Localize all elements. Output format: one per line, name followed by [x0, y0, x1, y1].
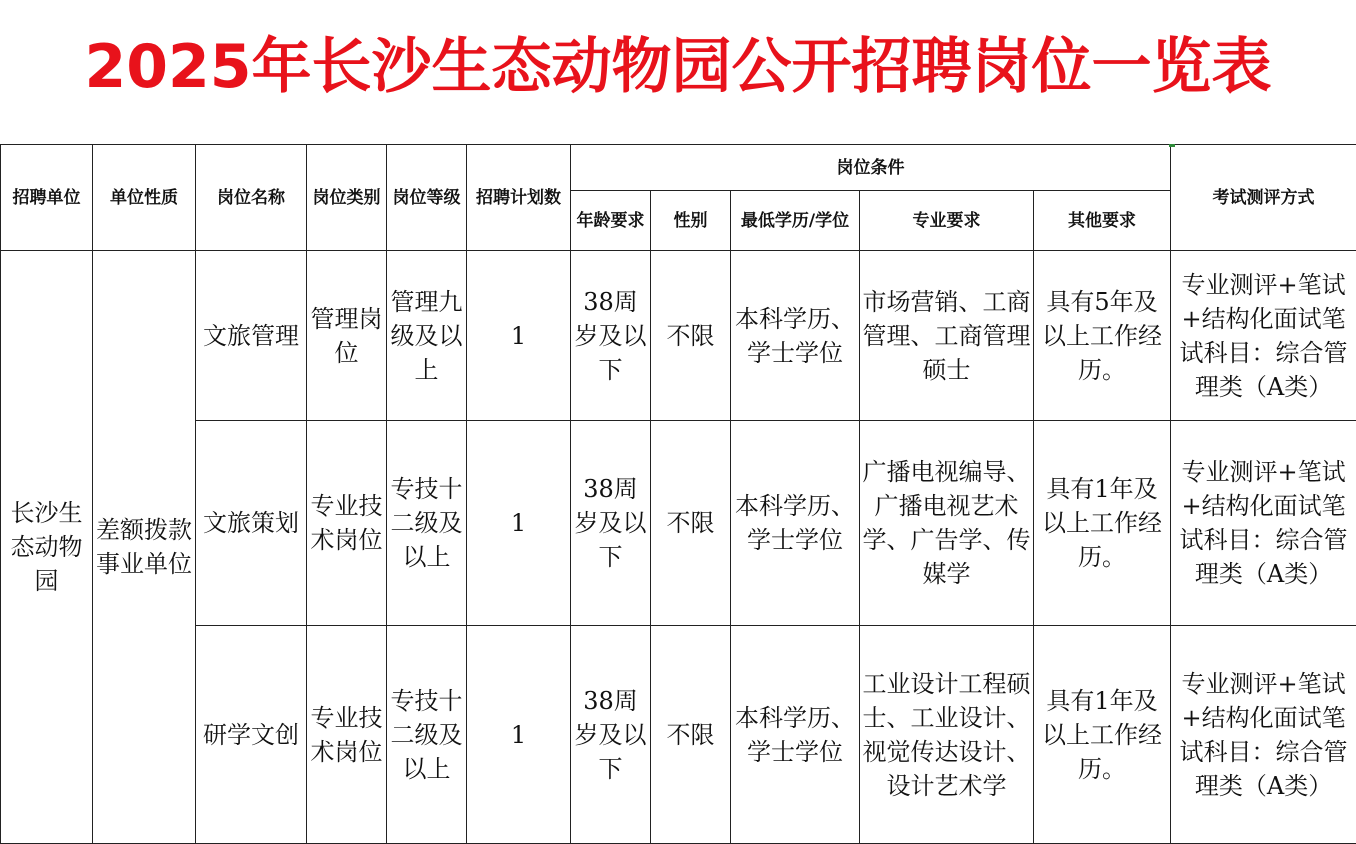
header-post-level: 岗位等级 [387, 145, 467, 251]
cell-post-type: 专业技术岗位 [307, 421, 387, 626]
header-nature: 单位性质 [93, 145, 196, 251]
cell-major: 市场营销、工商管理、工商管理硕士 [860, 251, 1034, 421]
header-conditions: 岗位条件 [571, 145, 1171, 191]
header-other: 其他要求 [1034, 191, 1171, 251]
header-major: 专业要求 [860, 191, 1034, 251]
cell-post-level: 管理九级及以上 [387, 251, 467, 421]
cell-major: 工业设计工程硕士、工业设计、视觉传达设计、设计艺术学 [860, 626, 1034, 844]
cell-exam: 专业测评+笔试+结构化面试笔试科目：综合管理类（A类） [1171, 421, 1356, 626]
cell-plan: 1 [467, 251, 571, 421]
cell-unit: 长沙生态动物园 [1, 251, 93, 844]
cell-post-name: 文旅管理 [196, 251, 307, 421]
cell-education: 本科学历、学士学位 [731, 626, 860, 844]
cell-other: 具有5年及以上工作经历。 [1034, 251, 1171, 421]
cell-age: 38周岁及以下 [571, 251, 651, 421]
cell-post-level: 专技十二级及以上 [387, 626, 467, 844]
cell-age: 38周岁及以下 [571, 421, 651, 626]
header-age: 年龄要求 [571, 191, 651, 251]
cell-other: 具有1年及以上工作经历。 [1034, 626, 1171, 844]
recruitment-table [0, 144, 1356, 844]
cell-gender: 不限 [651, 421, 731, 626]
cell-post-name: 研学文创 [196, 626, 307, 844]
table-row [1, 251, 1356, 421]
cell-post-type: 管理岗位 [307, 251, 387, 421]
header-plan: 招聘计划数 [467, 145, 571, 251]
header-post-type: 岗位类别 [307, 145, 387, 251]
cell-gender: 不限 [651, 626, 731, 844]
cell-age: 38周岁及以下 [571, 626, 651, 844]
cell-post-type: 专业技术岗位 [307, 626, 387, 844]
header-gender: 性别 [651, 191, 731, 251]
page-title: 2025年长沙生态动物园公开招聘岗位一览表 [0, 22, 1356, 112]
cell-post-level: 专技十二级及以上 [387, 421, 467, 626]
header-unit: 招聘单位 [1, 145, 93, 251]
cell-education: 本科学历、学士学位 [731, 421, 860, 626]
table-row [1, 626, 1356, 844]
cell-post-name: 文旅策划 [196, 421, 307, 626]
cell-other: 具有1年及以上工作经历。 [1034, 421, 1171, 626]
header-exam: 考试测评方式 [1171, 145, 1356, 251]
cell-exam: 专业测评+笔试+结构化面试笔试科目：综合管理类（A类） [1171, 626, 1356, 844]
cell-exam: 专业测评+笔试+结构化面试笔试科目：综合管理类（A类） [1171, 251, 1356, 421]
cell-education: 本科学历、学士学位 [731, 251, 860, 421]
header-post-name: 岗位名称 [196, 145, 307, 251]
cell-gender: 不限 [651, 251, 731, 421]
header-education: 最低学历/学位 [731, 191, 860, 251]
cell-nature: 差额拨款事业单位 [93, 251, 196, 844]
cell-plan: 1 [467, 626, 571, 844]
cell-plan: 1 [467, 421, 571, 626]
cell-corner-mark [1169, 144, 1175, 147]
table-row [1, 421, 1356, 626]
cell-major: 广播电视编导、广播电视艺术学、广告学、传媒学 [860, 421, 1034, 626]
